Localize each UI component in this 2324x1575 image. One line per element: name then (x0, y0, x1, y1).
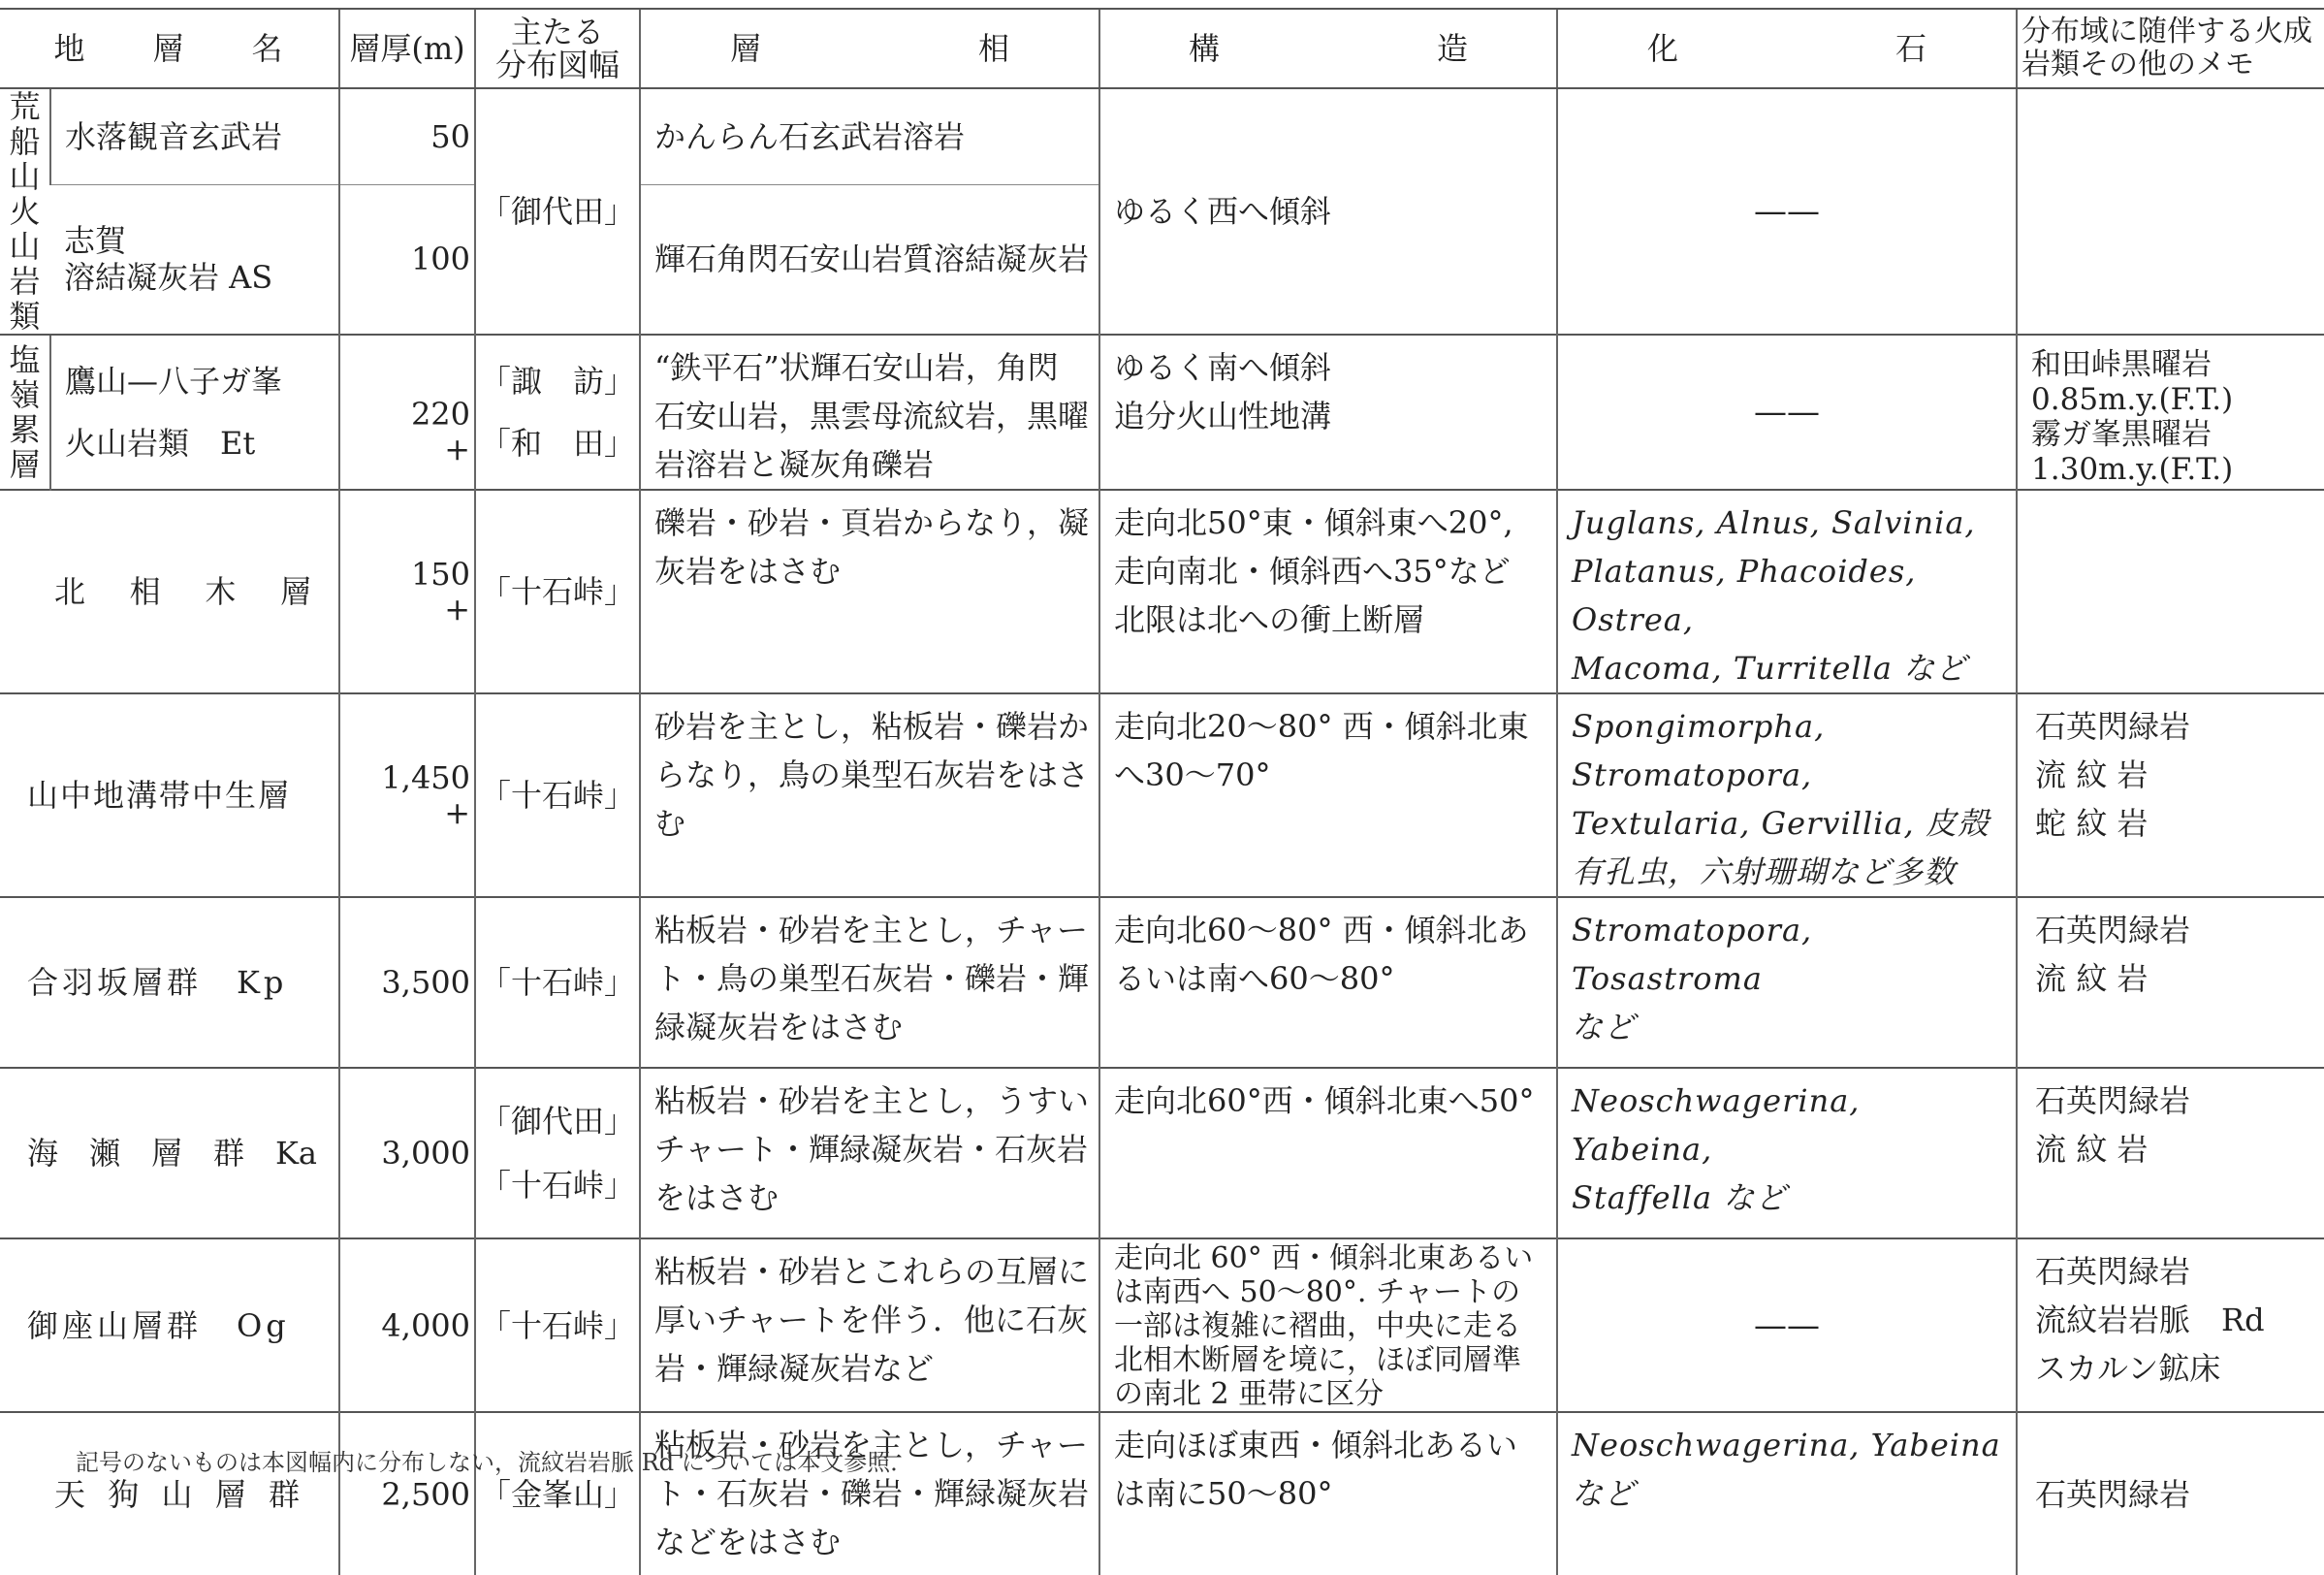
facies-text: 粘板岩・砂岩を主とし，うすいチャート・輝緑凝灰岩・石灰岩をはさむ (640, 1068, 1099, 1238)
unit-name (50, 335, 339, 490)
table-row-kaise (0, 1068, 2324, 1238)
memo-text: 和田峠黒曜岩 0.85m.y.(F.T.) 霧ガ峯黒曜岩 1.30m.y.(F.T.) (2017, 335, 2324, 490)
memo-text: 石英閃緑岩 流 紋 岩 蛇 紋 岩 (2017, 693, 2324, 897)
memo-text: 石英閃緑岩 流 紋 岩 (2017, 1068, 2324, 1238)
structure-text: 走向北50°東・傾斜東へ20°, 走向南北・傾斜西へ35°など 北限は北への衝上断層 (1099, 490, 1557, 693)
map-sheet: 「十石峠」 (475, 1238, 640, 1412)
unit-name-char: 群 (269, 1475, 301, 1513)
thickness-value: 2,500 (339, 1412, 475, 1575)
facies-text: 砂岩を主とし，粘板岩・礫岩からなり，鳥の巣型石灰岩をはさむ (640, 693, 1099, 897)
map-sheet-suwa: 「諏 訪」 (480, 363, 636, 400)
table-row-tenguyama (0, 1412, 2324, 1575)
table-row-kanbazaka (0, 897, 2324, 1068)
facies-text: 粘板岩・砂岩を主とし，チャート・石灰岩・礫岩・輝緑凝灰岩などをはさむ (640, 1412, 1099, 1575)
fossils-text: Neoschwagerina, Yabeina など (1557, 1412, 2017, 1575)
unit-name: 御座山層群 Og (0, 1238, 339, 1412)
map-sheet (475, 1068, 640, 1238)
category-shiorei: 塩嶺累層 (0, 335, 50, 490)
unit-name: 海 瀬 層 群 Ka (0, 1068, 339, 1238)
memo-text: 石英閃緑岩 流 紋 岩 (2017, 897, 2324, 1068)
table-row-sanchu (0, 693, 2324, 897)
fossils-none: —— (1557, 1238, 2017, 1412)
facies-text: 粘板岩・砂岩とこれらの互層に厚いチャートを伴う．他に石灰岩・輝緑凝灰岩など (640, 1238, 1099, 1412)
table-row-mikurayama (0, 1238, 2324, 1412)
map-sheet-wada: 「和 田」 (480, 425, 636, 462)
table-row-arafune-a (0, 88, 2324, 184)
thickness-value: 3,500 (339, 897, 475, 1068)
memo-text (2017, 88, 2324, 335)
fossils-text: Spongimorpha, Stromatopora, Textularia, Gervillia, 皮殻 有孔虫，六射珊瑚など多数 (1557, 693, 2017, 897)
memo-text (2017, 490, 2324, 693)
stratigraphy-table-sheet (0, 8, 2324, 1575)
map-sheet: 「御代田」 (475, 88, 640, 335)
unit-name-char: 相 (129, 573, 161, 610)
facies-text: かんらん石玄武岩溶岩 (640, 88, 1099, 184)
structure-text: 走向北20〜80° 西・傾斜北東へ30〜70° (1099, 693, 1557, 897)
structure-text: 走向北60°西・傾斜北東へ50° (1099, 1068, 1557, 1238)
facies-text: “鉄平石”状輝石安山岩，角閃石安山岩，黒雲母流紋岩，黒曜岩溶岩と凝灰角礫岩 (640, 335, 1099, 490)
thickness-value: 1,450 + (339, 693, 475, 897)
thickness-value: 3,000 (339, 1068, 475, 1238)
structure-text: 走向ほぼ東西・傾斜北あるいは南に50〜80° (1099, 1412, 1557, 1575)
category-arafune: 荒船山火山岩類 (0, 88, 50, 335)
thickness-value: 220 + (339, 335, 475, 490)
fossils-text: Stromatopora, Tosastroma など (1557, 897, 2017, 1068)
map-sheet-jukkoku: 「十石峠」 (480, 1167, 636, 1204)
thickness-value: 50 (339, 88, 475, 184)
header-name: 地 層 名 (0, 9, 339, 88)
map-sheet (475, 335, 640, 490)
header-structure: 構 造 (1099, 9, 1557, 88)
header-row (0, 9, 2324, 88)
unit-name: 山中地溝帯中生層 (0, 693, 339, 897)
structure-text: ゆるく西へ傾斜 (1099, 88, 1557, 335)
facies-text: 輝石角閃石安山岩質溶結凝灰岩 (640, 184, 1099, 335)
stratigraphy-table (0, 8, 2324, 1575)
map-sheet: 「十石峠」 (475, 693, 640, 897)
unit-name-line1: 鷹山—八子ガ峯 (65, 363, 283, 400)
unit-name (0, 1412, 339, 1575)
header-memo: 分布域に随伴する火成岩類その他のメモ (2017, 9, 2324, 88)
map-sheet: 「十石峠」 (475, 897, 640, 1068)
structure-text: 走向北 60° 西・傾斜北東あるいは南西へ 50〜80°. チャートの一部は複雑に褶曲，中央に走る北相木断層を境に，ほぼ同層準の南北 2 亜帯に区分 (1099, 1238, 1557, 1412)
unit-name: 志賀 溶結凝灰岩 AS (50, 184, 339, 335)
header-map: 主たる 分布図幅 (475, 9, 640, 88)
header-thickness: 層厚(m) (339, 9, 475, 88)
unit-name-char: 木 (205, 573, 237, 610)
map-sheet: 「金峯山」 (475, 1412, 640, 1575)
unit-name-char: 層 (279, 573, 311, 610)
unit-name (0, 490, 339, 693)
structure-text: 走向北60〜80° 西・傾斜北あるいは南へ60〜80° (1099, 897, 1557, 1068)
unit-name-char: 山 (161, 1475, 193, 1513)
fossils-text: Juglans, Alnus, Salvinia, Platanus, Phacoides, Ostrea, Macoma, Turritella など (1557, 490, 2017, 693)
fossils-none: —— (1557, 335, 2017, 490)
fossils-none: —— (1557, 88, 2017, 335)
unit-name-char: 天 (54, 1475, 86, 1513)
thickness-value: 150 + (339, 490, 475, 693)
structure-text: ゆるく南へ傾斜 追分火山性地溝 (1099, 335, 1557, 490)
unit-name-line2: 火山岩類 Et (65, 425, 256, 462)
table-row-shiorei (0, 335, 2324, 490)
map-sheet-miyota: 「御代田」 (480, 1103, 636, 1140)
header-fossils: 化 石 (1557, 9, 2017, 88)
table-row-kitaaiki (0, 490, 2324, 693)
thickness-value: 4,000 (339, 1238, 475, 1412)
unit-name-char: 層 (214, 1475, 246, 1513)
facies-text: 粘板岩・砂岩を主とし，チャート・鳥の巣型石灰岩・礫岩・輝緑凝灰岩をはさむ (640, 897, 1099, 1068)
unit-name-char: 北 (54, 573, 86, 610)
thickness-value: 100 (339, 184, 475, 335)
fossils-text: Neoschwagerina, Yabeina, Staffella など (1557, 1068, 2017, 1238)
unit-name-char: 狗 (108, 1475, 140, 1513)
memo-text: 石英閃緑岩 (2017, 1412, 2324, 1575)
header-facies: 層 相 (640, 9, 1099, 88)
unit-name: 合羽坂層群 Kp (0, 897, 339, 1068)
memo-text: 石英閃緑岩 流紋岩岩脈 Rd スカルン鉱床 (2017, 1238, 2324, 1412)
facies-text: 礫岩・砂岩・頁岩からなり，凝灰岩をはさむ (640, 490, 1099, 693)
unit-name: 水落観音玄武岩 (50, 88, 339, 184)
map-sheet: 「十石峠」 (475, 490, 640, 693)
footnote: 記号のないものは本図幅内に分布しない，流紋岩岩脈 Rd については本文参照． (76, 1449, 914, 1476)
